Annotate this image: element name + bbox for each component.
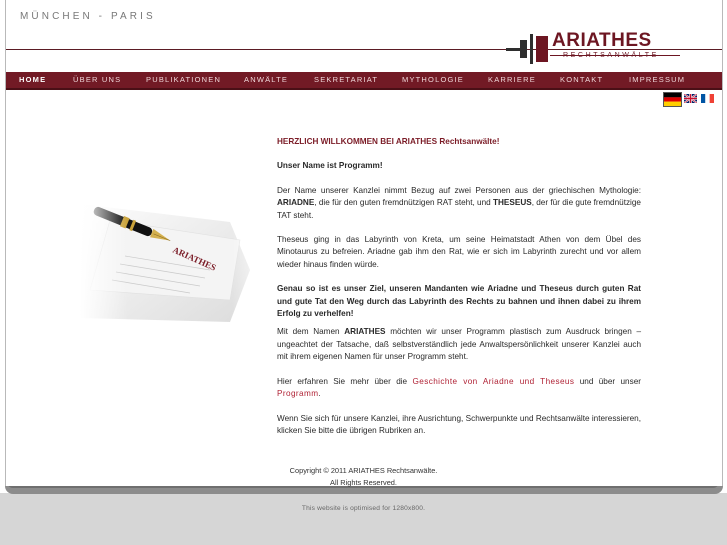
bottom-gray-band xyxy=(0,493,727,545)
flag-uk-icon[interactable] xyxy=(684,94,697,103)
flag-germany-icon[interactable] xyxy=(663,92,682,107)
copyright xyxy=(266,465,461,489)
paragraph-goal: Genau so ist es unser Ziel, unseren Mandanten wie Ariadne und Theseus durch guten Rat und gute Tat den Weg durch das Labyrinth des Rechts zu bahnen und ihnen dabei zu ihrem Erfolg zu verhelfen! xyxy=(277,284,641,319)
paragraph-more-info: Hier erfahren Sie mehr über die Geschichte von Ariadne und Theseus und über unser Programm. xyxy=(277,376,641,399)
header-cities: MÜNCHEN - PARIS xyxy=(20,11,156,22)
paragraph-program: Mit dem Namen ARIATHES möchten wir unser Programm plastisch zum Ausdruck bringen – ungeachtet der Tatsache, daß selbstverständlich jede Anwaltspersönlichkeit unserer Kanzlei auch mit ihrem eigenen Namen für unser Programm steht. xyxy=(277,327,641,362)
fountain-pen-document-image xyxy=(80,190,270,322)
nav-ueber-uns[interactable]: ÜBER UNS xyxy=(73,75,122,84)
nav-mythologie[interactable]: MYTHOLOGIE xyxy=(402,75,465,84)
history-link[interactable]: Geschichte von Ariadne und Theseus xyxy=(412,376,575,386)
program-link[interactable]: Programm xyxy=(277,389,319,399)
paragraph-name-origin: Der Name unserer Kanzlei nimmt Bezug auf zwei Personen aus der griechischen Mythologie: ARIADNE, die für den guten fremdnützigen RAT steht, und THESEUS, der für die gute fremdnützige TAT steht. xyxy=(277,185,641,220)
nav-karriere[interactable]: KARRIERE xyxy=(488,75,536,84)
nav-anwaelte[interactable]: ANWÄLTE xyxy=(244,75,289,84)
nav-kontakt[interactable]: KONTAKT xyxy=(560,75,604,84)
nav-impressum[interactable]: IMPRESSUM xyxy=(629,75,686,84)
nav-home[interactable]: HOME xyxy=(19,75,47,84)
copyright-line-2: All Rights Reserved. xyxy=(330,478,397,487)
paragraph-theseus: Theseus ging in das Labyrinth von Kreta, um seine Heimatstadt Athen von dem Übel des Minotaurus zu befreien. Ariadne gab ihm den Rat, wie er sich im Labyrinth zurecht und vor allem wieder hinaus finden würde. xyxy=(277,235,641,269)
logo-wordmark: ARIATHES xyxy=(552,30,652,51)
nav-sekretariat[interactable]: SEKRETARIAT xyxy=(314,75,379,84)
subtitle-heading: Unser Name ist Programm! xyxy=(277,161,383,171)
nav-publikationen[interactable]: PUBLIKATIONEN xyxy=(146,75,222,84)
logo-subtitle: RECHTSANWÄLTE xyxy=(563,52,659,59)
paragraph-sections: Wenn Sie sich für unsere Kanzlei, ihre Ausrichtung, Schwerpunkte und Rechtsanwälte interessieren, klicken Sie bitte die übrigen Rubriken an. xyxy=(277,413,641,435)
optimisation-note: This website is optimised for 1280x800. xyxy=(301,505,426,512)
copyright-line-1: Copyright © 2011 ARIATHES Rechtsanwälte. xyxy=(289,466,438,475)
welcome-heading: HERZLICH WILLKOMMEN BEI ARIATHES Rechtsanwälte! xyxy=(277,137,500,146)
flag-france-icon[interactable] xyxy=(701,94,714,103)
main-content xyxy=(277,136,641,437)
main-navigation xyxy=(6,72,722,90)
